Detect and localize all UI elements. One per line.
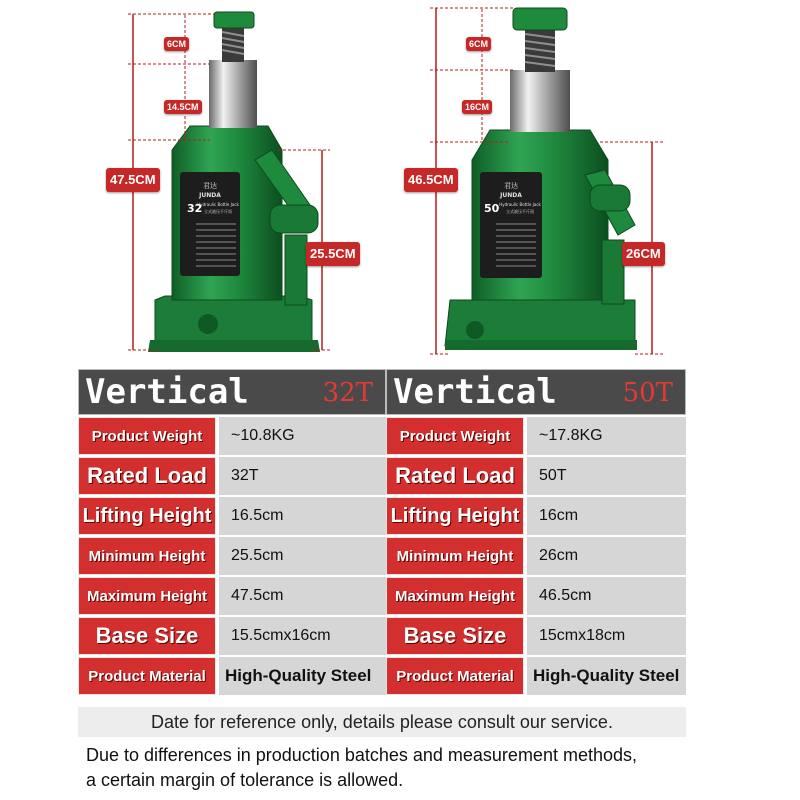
spec-value: ~10.8KG [219,417,386,455]
sticker-cn-sub: 立式液压千斤顶 [506,209,534,214]
spec-value: 15.5cmx16cm [219,617,386,655]
spec-value: High-Quality Steel [219,657,386,695]
sticker-model: 32 [187,202,203,215]
spec-value: 16.5cm [219,497,386,535]
spec-label: Lifting Height [386,497,524,535]
spec-label: Product Material [78,657,216,695]
spec-value: 32T [219,457,386,495]
sticker-type: Hydraulic Bottle Jack [499,202,541,207]
spec-value: 46.5cm [527,577,686,615]
spec-label: Lifting Height [78,497,216,535]
spec-value: 47.5cm [219,577,386,615]
spec-value: 50T [527,457,686,495]
spec-header [386,369,686,415]
spec-row-lifting [78,497,386,535]
spec-row-load [386,457,686,495]
spec-title: Vertical [393,372,557,412]
sticker-cn: 君达 [504,182,518,190]
jack-ram [209,60,257,128]
spec-value: 16cm [527,497,686,535]
spec-row-material [78,657,386,695]
spec-table-50t [386,369,686,695]
spec-row-base [78,617,386,655]
sticker-brand: JUNDA [199,192,221,199]
jack-cap [513,8,567,30]
spec-label: Product Weight [386,417,524,455]
spec-tonnage: 32T [322,378,373,408]
dim-right-total: 46.5CM [404,168,458,192]
spec-value: 15cmx18cm [527,617,686,655]
spec-row-max-height [386,577,686,615]
spec-table-32t [78,369,386,695]
spec-label: Product Material [386,657,524,695]
dim-right-top: 6CM [466,37,491,51]
jack-cap [214,12,254,28]
spec-label: Rated Load [78,457,216,495]
spec-row-min-height [78,537,386,575]
sticker-model: 50 [484,202,500,215]
sticker-type: Hydraulic Bottle Jack [197,202,239,207]
dim-left-total: 47.5CM [106,168,160,192]
dim-right-mid: 16CM [462,100,492,114]
sticker-brand: JUNDA [500,192,522,199]
spec-row-min-height [386,537,686,575]
jack-ram [510,70,570,132]
spec-label: Minimum Height [78,537,216,575]
dim-left-mid: 14.5CM [164,100,202,114]
spec-header [78,369,386,415]
spec-title: Vertical [85,372,249,412]
spec-value: 25.5cm [219,537,386,575]
sticker-cn: 君达 [203,182,217,190]
disclaimer-line-1: Due to differences in production batches and measurement methods, [86,745,637,765]
spec-label: Maximum Height [78,577,216,615]
spec-row-base [386,617,686,655]
spec-row-weight [386,417,686,455]
spec-label: Maximum Height [386,577,524,615]
spec-row-material [386,657,686,695]
spec-row-load [78,457,386,495]
reference-notice: Date for reference only, details please consult our service. [78,707,686,737]
spec-tonnage: 50T [622,378,673,408]
spec-row-lifting [386,497,686,535]
dim-left-body: 25.5CM [306,242,360,266]
spec-label: Base Size [386,617,524,655]
spec-label: Product Weight [78,417,216,455]
spec-label: Minimum Height [386,537,524,575]
spec-label: Base Size [78,617,216,655]
sticker-cn-sub: 立式液压千斤顶 [204,209,232,214]
disclaimer-line-2: a certain margin of tolerance is allowed. [86,770,404,790]
spec-value: ~17.8KG [527,417,686,455]
spec-value: 26cm [527,537,686,575]
spec-value: High-Quality Steel [527,657,686,695]
dim-left-top: 6CM [164,37,189,51]
spec-row-weight [78,417,386,455]
tolerance-disclaimer [86,743,786,793]
spec-label: Rated Load [386,457,524,495]
spec-row-max-height [78,577,386,615]
jack-32t-illustration [0,0,390,360]
dim-right-body: 26CM [622,242,665,266]
